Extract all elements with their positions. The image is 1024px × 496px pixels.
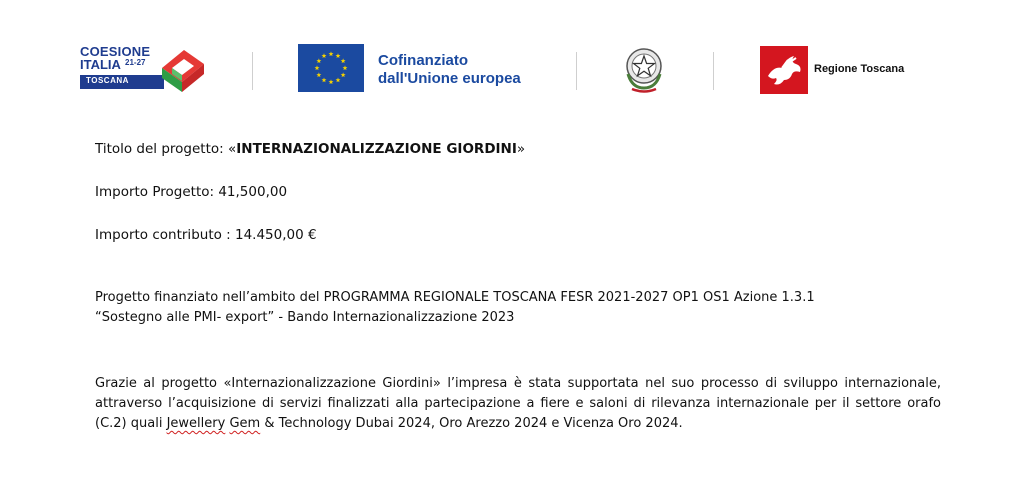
years-text: 21-27 (125, 58, 146, 67)
project-description (95, 374, 941, 434)
spellcheck-word: Jewellery (166, 416, 226, 431)
project-title: INTERNAZIONALIZZAZIONE GIORDINI (236, 141, 517, 157)
toscana-bar (80, 75, 164, 89)
eu-flag-icon (298, 44, 364, 92)
title-label: Titolo del progetto: « (95, 141, 237, 157)
coesione-mark-icon (158, 44, 208, 94)
contribution-amount: Importo contributo : 14.450,00 € (95, 227, 317, 243)
logo-divider (252, 52, 253, 90)
spellcheck-word: Gem (229, 416, 261, 431)
regione-toscana-flag-icon (760, 46, 808, 94)
description-text: Grazie al progetto «Internazionalizzazione Giordini» l’impresa è stata supportata nel suo processo di sviluppo internazionale, attraverso l’acquisizione di servizi finalizzati alla partecipazione a fiere e saloni di rilevanza internazionale per il settore orafo (C.2) quali (95, 376, 941, 431)
eu-line1: Cofinanziato (378, 52, 468, 69)
description-text-end: & Technology Dubai 2024, Oro Arezzo 2024 e Vicenza Oro 2024. (260, 416, 683, 431)
programme-line-2: “Sostegno alle PMI- export” - Bando Internazionalizzazione 2023 (95, 310, 515, 325)
logo-divider (576, 52, 577, 90)
toscana-label: TOSCANA (86, 76, 129, 85)
logo-header (0, 0, 1024, 110)
title-close: » (516, 141, 526, 157)
italian-republic-emblem-icon (622, 44, 666, 94)
eu-line2: dall'Unione europea (378, 70, 521, 87)
project-title-line (95, 141, 525, 157)
project-amount: Importo Progetto: 41,500,00 (95, 184, 288, 200)
eu-cofinanced-text (378, 52, 521, 88)
italia-text: ITALIA (80, 57, 121, 72)
coesione-italia-logo (78, 44, 208, 96)
logo-divider (713, 52, 714, 90)
programme-line-1: Progetto finanziato nell’ambito del PROGRAMMA REGIONALE TOSCANA FESR 2021-2027 OP1 OS1 Azione 1.3.1 (95, 290, 815, 305)
coesione-text: COESIONE (80, 44, 151, 59)
regione-toscana-label: Regione Toscana (814, 63, 905, 75)
